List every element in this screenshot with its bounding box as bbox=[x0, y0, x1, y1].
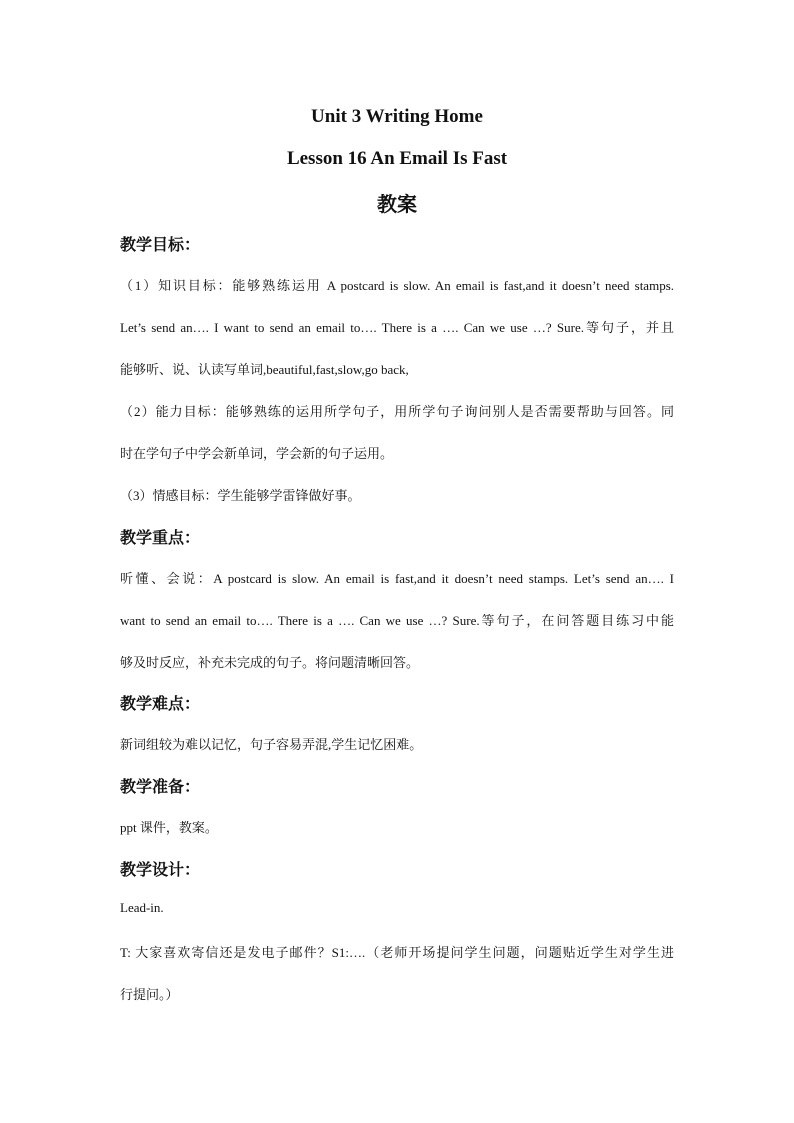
preparation-line: ppt 课件，教案。 bbox=[120, 820, 218, 835]
design-line: T: 大家喜欢寄信还是发电子邮件？S1:….（老师开场提问学生问题，问题贴近学生对学生进 bbox=[120, 945, 674, 960]
objectives-line: 时在学句子中学会新单词，学会新的句子运用。 bbox=[120, 446, 394, 461]
document-type-title: 教案 bbox=[377, 192, 417, 216]
difficulties-line: 新词组较为难以记忆，句子容易弄混,学生记忆困难。 bbox=[120, 737, 423, 752]
objectives-line: Let’s send an…. I want to send an email to…. There is a …. Can we use …? Sure.等句子，并且 bbox=[120, 320, 674, 335]
objectives-line: （1）知识目标：能够熟练运用 A postcard is slow. An email is fast,and it doesn’t need stamps. bbox=[120, 278, 674, 293]
key-points-line: want to send an email to…. There is a …. Can we use …? Sure.等句子，在问答题目练习中能 bbox=[120, 613, 674, 628]
key-points-line: 够及时反应，补充未完成的句子。将问题清晰回答。 bbox=[120, 655, 420, 670]
key-points-line: 听懂、会说：A postcard is slow. An email is fast,and it doesn’t need stamps. Let’s send an…. I bbox=[120, 571, 674, 586]
difficulties-heading: 教学难点： bbox=[120, 694, 201, 713]
design-heading: 教学设计： bbox=[120, 860, 201, 879]
key-points-heading: 教学重点： bbox=[120, 528, 201, 547]
objectives-heading: 教学目标： bbox=[120, 235, 201, 254]
unit-title: Unit 3 Writing Home bbox=[311, 106, 483, 127]
objectives-line: （3）情感目标：学生能够学雷锋做好事。 bbox=[120, 488, 361, 503]
lesson-title: Lesson 16 An Email Is Fast bbox=[286, 148, 508, 169]
preparation-heading: 教学准备： bbox=[120, 777, 201, 796]
design-line: 行提问。） bbox=[120, 987, 179, 1002]
objectives-line: （2）能力目标：能够熟练的运用所学句子，用所学句子询问别人是否需要帮助与回答。同 bbox=[120, 404, 674, 419]
design-line: Lead-in. bbox=[120, 900, 164, 915]
objectives-line: 能够听、说、认读写单词,beautiful,fast,slow,go back, bbox=[120, 362, 409, 377]
